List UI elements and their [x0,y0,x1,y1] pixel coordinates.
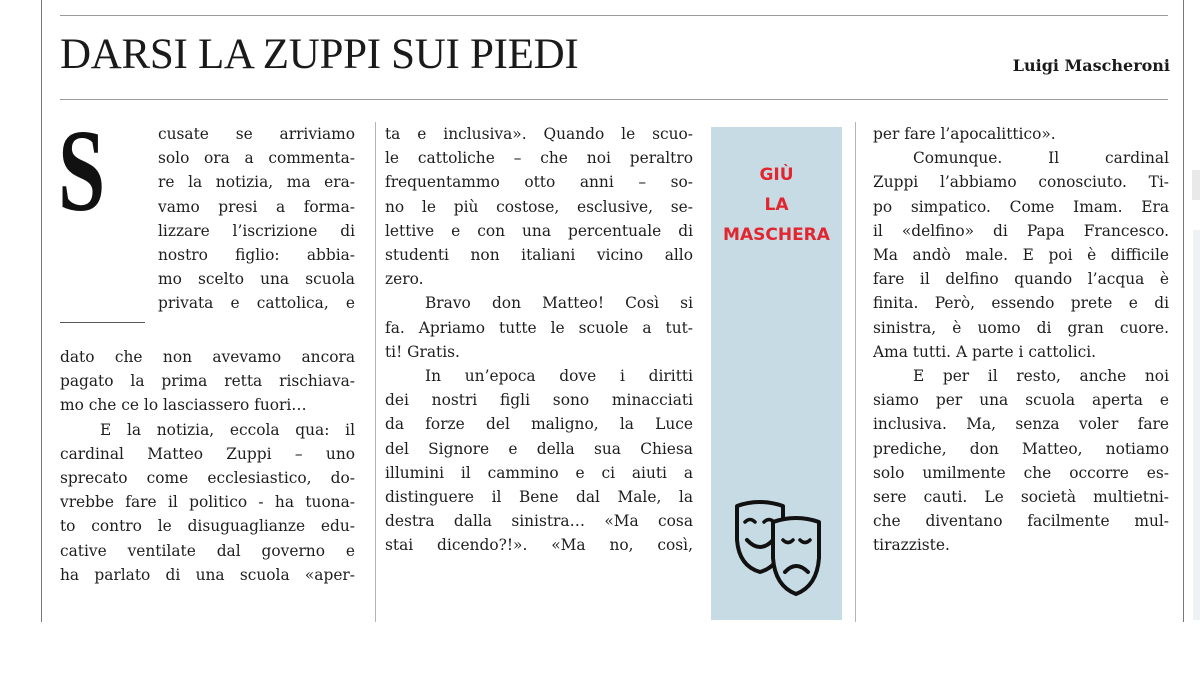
article-headline: DARSI LA ZUPPI SUI PIEDI [60,31,579,78]
text-line: frequentammo otto anni – so- [385,173,693,192]
text-line: E la notizia, eccola qua: il [100,420,355,439]
neighbor-column-strip [1193,230,1200,620]
sidebar-title [711,160,842,250]
text-line: mo scelto una scuola [158,270,355,289]
text-line: nostro figlio: abbia- [158,246,355,265]
text-line: stai dicendo?!». «Ma no, così, [385,536,693,555]
text-line: Zuppi l’abbiamo conosciuto. Ti- [873,173,1169,192]
theatre-masks-icon [733,500,823,600]
text-line: siamo per una scuola aperta e [873,391,1169,410]
text-line: ti! Gratis. [385,342,460,361]
text-line: vrebbe fare il politico - ha tuona- [60,493,355,512]
text-line: zero. [385,270,424,289]
text-line: Ma andò male. E poi è difficile [873,246,1169,265]
text-line: cardinal Matteo Zuppi – uno [60,444,355,463]
text-line: sprecato come ecclesiastico, do- [60,469,355,488]
text-line: fare il delfino quando l’acqua è [873,270,1169,289]
text-line: privata e cattolica, e [158,294,355,313]
article-column-1 [60,345,355,587]
text-line: tirazziste. [873,536,950,555]
text-line: prediche, don Matteo, notiamo [873,439,1169,458]
text-line: to contro le disuguaglianze edu- [60,517,355,536]
text-line: lettive e con una percentuale di [385,221,693,240]
text-line: da forze del maligno, la Luce [385,415,693,434]
text-line: le cattoliche – che noi peraltro [385,149,693,168]
right-page-edge [1183,0,1184,622]
sidebar-title-line: MASCHERA [723,225,830,245]
text-line: po simpatico. Come Imam. Era [873,197,1169,216]
text-line: pagato la prima retta rischiava- [60,372,355,391]
article-column-2 [385,122,693,558]
left-page-edge [41,0,42,622]
sidebar-title-line: GIÙ [759,165,794,185]
author-byline: Luigi Mascheroni [1012,56,1170,75]
sidebar-title-line: LA [764,195,789,215]
text-line: dato che non avevamo ancora [60,348,355,366]
text-line: destra dalla sinistra… «Ma cosa [385,512,693,531]
article-column-1-wrap [158,122,355,316]
text-line: che diventano facilmente mul- [873,512,1169,531]
text-line: dei nostri figli sono minacciati [385,391,693,410]
text-line: sinistra, è uomo di gran cuore. [873,318,1169,337]
text-line: mo che ce lo lasciassero fuori… [60,396,307,415]
column-divider-2 [855,122,856,622]
text-line: no le più costose, esclusive, se- [385,197,693,216]
drop-cap: S [58,105,106,236]
text-line: finita. Però, essendo prete e di [873,294,1169,313]
text-line: ta e inclusiva». Quando le scuo- [385,125,693,143]
dropcap-underline [60,322,145,323]
text-line: sere cauti. Le società multietni- [873,488,1169,507]
headline-rule [60,99,1168,100]
text-line: lizzare l’iscrizione di [158,221,355,240]
article-column-3 [873,122,1169,558]
text-line: cusate se arriviamo [158,125,355,143]
text-line: Comunque. Il cardinal [913,149,1169,168]
text-line: cative ventilate dal governo e [60,541,355,560]
text-line: E per il resto, anche noi [913,367,1169,386]
text-line: fa. Apriamo tutte le scuole a tut- [385,318,693,337]
text-line: il «delfino» di Papa Francesco. [873,221,1169,240]
top-rule [60,15,1168,16]
text-line: studenti non italiani vicino allo [385,246,693,265]
text-line: vamo presi a forma- [158,197,355,216]
text-line: illumini il cammino e ci aiuti a [385,463,693,482]
text-line: distinguere il Bene dal Male, la [385,488,693,507]
text-line: ha parlato di una scuola «aper- [60,565,355,584]
text-line: re la notizia, ma era- [158,173,355,192]
text-line: In un’epoca dove i diritti [425,367,693,386]
text-line: solo ora a commenta- [158,149,355,168]
text-line: del Signore e della sua Chiesa [385,439,693,458]
text-line: solo umilmente che occorre es- [873,463,1169,482]
text-line: inclusiva. Ma, senza voler fare [873,415,1169,434]
neighbor-column-marks [1192,170,1200,200]
text-line: Bravo don Matteo! Così si [425,294,693,313]
text-line: per fare l’apocalittico». [873,125,1056,143]
text-line: Ama tutti. A parte i cattolici. [873,342,1097,361]
column-divider-1 [375,122,376,622]
